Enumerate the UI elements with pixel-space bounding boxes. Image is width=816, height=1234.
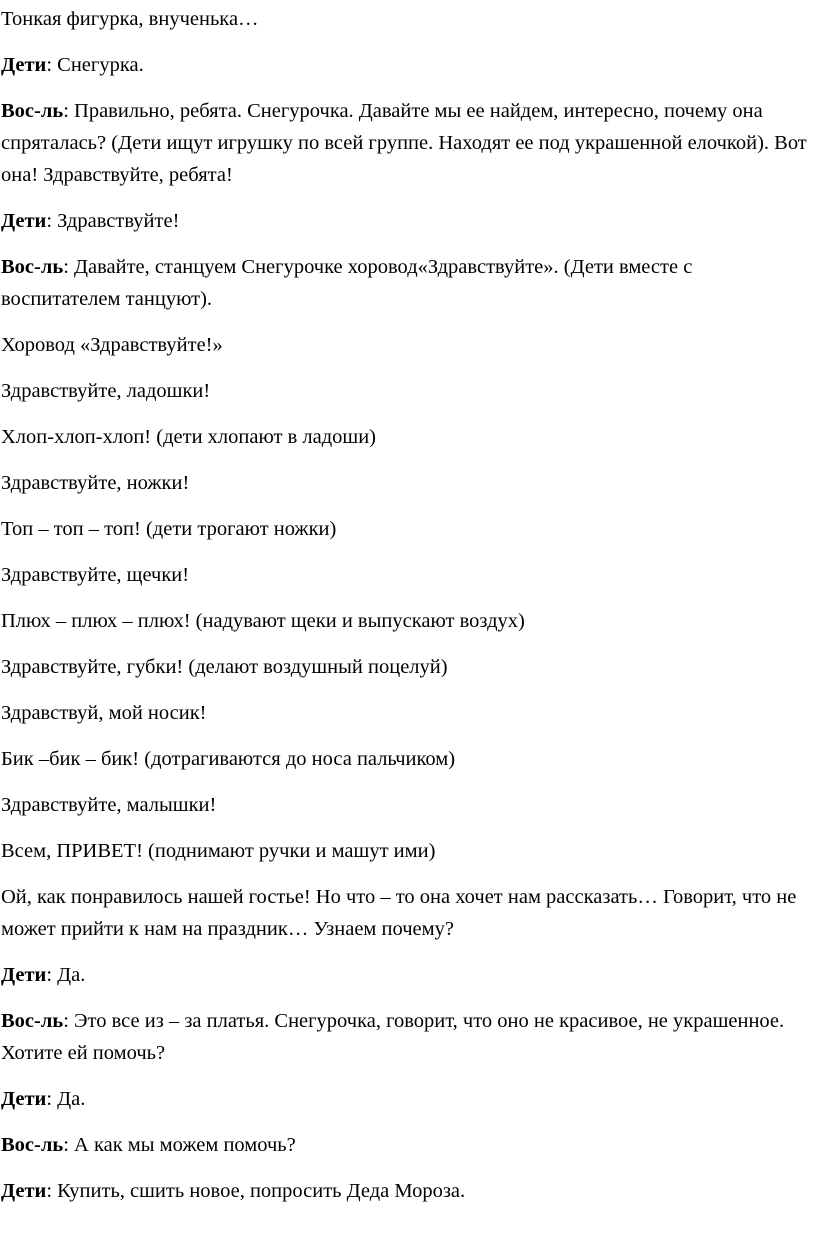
paragraph-text: Хлоп-хлоп-хлоп! (дети хлопают в ладоши): [1, 426, 376, 448]
paragraph: [1, 329, 816, 361]
paragraph-text: Бик –бик – бик! (дотрагиваются до носа пальчиком): [1, 748, 456, 770]
paragraph: [1, 651, 816, 683]
paragraph: [1, 467, 816, 499]
speaker-label: Вос-ль: [1, 256, 64, 278]
paragraph-text: Ой, как понравилось нашей гостье! Но что – то она хочет нам рассказать… Говорит, что не может прийти к нам на праздник… Узнаем почему?: [1, 886, 797, 940]
speaker-label: Вос-ль: [1, 1010, 64, 1032]
paragraph: [1, 697, 816, 729]
speaker-label: Вос-ль: [1, 100, 64, 122]
paragraph: [1, 1129, 816, 1161]
speaker-label: Дети: [1, 1180, 47, 1202]
paragraph-text: : Здравствуйте!: [46, 210, 180, 232]
paragraph-text: : Да.: [46, 1088, 86, 1110]
speaker-label: Дети: [1, 54, 47, 76]
speaker-label: Дети: [1, 964, 47, 986]
paragraph: [1, 95, 816, 191]
paragraph: [1, 421, 816, 453]
paragraph: [1, 559, 816, 591]
paragraph-text: Здравствуйте, ладошки!: [1, 380, 211, 402]
paragraph: [1, 205, 816, 237]
speaker-label: Дети: [1, 1088, 47, 1110]
paragraph: [1, 1083, 816, 1115]
speaker-label: Вос-ль: [1, 1134, 64, 1156]
paragraph-text: : Правильно, ребята. Снегурочка. Давайте мы ее найдем, интересно, почему она спряталась? (Дети ищут игрушку по всей группе. Находят ее под украшенной елочкой). Вот она! Здравствуйте, ребята!: [1, 100, 807, 186]
paragraph: [1, 959, 816, 991]
paragraph-text: Тонкая фигурка, внученька…: [1, 8, 259, 30]
paragraph: [1, 789, 816, 821]
paragraph-text: Хоровод «Здравствуйте!»: [1, 334, 223, 356]
paragraph-text: : А как мы можем помочь?: [63, 1134, 296, 1156]
paragraph-text: Здравствуйте, ножки!: [1, 472, 190, 494]
paragraph-text: Здравствуйте, губки! (делают воздушный поцелуй): [1, 656, 448, 678]
speaker-label: Дети: [1, 210, 47, 232]
paragraph-text: Здравствуйте, малышки!: [1, 794, 217, 816]
paragraph-text: : Это все из – за платья. Снегурочка, говорит, что оно не красивое, не украшенное. Хотите ей помочь?: [1, 1010, 785, 1064]
paragraph: [1, 49, 816, 81]
paragraph: [1, 605, 816, 637]
paragraph-text: Здравствуй, мой носик!: [1, 702, 207, 724]
paragraph: [1, 513, 816, 545]
paragraph-text: : Купить, сшить новое, попросить Деда Мороза.: [46, 1180, 466, 1202]
paragraph-text: Всем, ПРИВЕТ! (поднимают ручки и машут ими): [1, 840, 436, 862]
paragraph-text: : Да.: [46, 964, 86, 986]
paragraph-text: : Давайте, станцуем Снегурочке хоровод«Здравствуйте». (Дети вместе с воспитателем танцуют).: [1, 256, 693, 310]
paragraph: [1, 835, 816, 867]
paragraph-text: Здравствуйте, щечки!: [1, 564, 190, 586]
paragraph: [1, 375, 816, 407]
paragraph: [1, 3, 816, 35]
paragraph: [1, 743, 816, 775]
paragraph: [1, 881, 816, 945]
paragraph: [1, 1175, 816, 1207]
paragraph: [1, 251, 816, 315]
paragraph-text: Топ – топ – топ! (дети трогают ножки): [1, 518, 337, 540]
paragraph-text: : Снегурка.: [46, 54, 144, 76]
paragraph-text: Плюх – плюх – плюх! (надувают щеки и выпускают воздух): [1, 610, 525, 632]
paragraph: [1, 1005, 816, 1069]
